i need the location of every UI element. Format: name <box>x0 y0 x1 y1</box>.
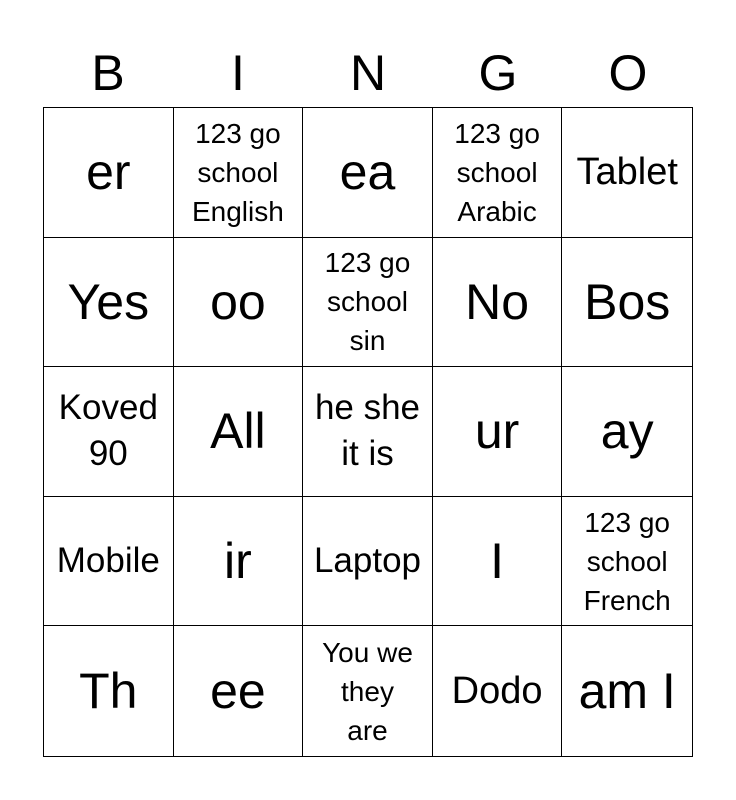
bingo-cell-r4c5[interactable] <box>562 497 692 627</box>
cell-text: 123 go school French <box>583 506 671 616</box>
cell-text: Laptop <box>313 541 422 581</box>
cell-text: ee <box>210 663 266 720</box>
cell-text: ay <box>600 403 654 460</box>
bingo-cell-r1c2[interactable] <box>174 108 304 238</box>
cell-text: er <box>86 144 131 201</box>
header-letter-b: B <box>91 45 125 101</box>
bingo-cell-r3c4[interactable] <box>433 367 563 497</box>
cell-text: No <box>465 273 530 330</box>
header-letter-g: G <box>478 45 518 101</box>
bingo-cell-r1c5[interactable] <box>562 108 692 238</box>
bingo-cell-r2c4[interactable] <box>433 238 563 368</box>
cell-text: Bos <box>584 273 671 330</box>
bingo-cell-r5c2[interactable] <box>174 626 304 756</box>
cell-text: Koved 90 <box>58 388 158 474</box>
bingo-cell-r4c4[interactable] <box>433 497 563 627</box>
cell-text: I <box>490 533 505 590</box>
cell-text: oo <box>210 273 266 330</box>
cell-text: Yes <box>67 273 150 330</box>
bingo-cell-r5c5[interactable] <box>562 626 692 756</box>
bingo-header <box>43 40 693 106</box>
bingo-cell-r3c5[interactable] <box>562 367 692 497</box>
cell-text: ea <box>339 144 396 201</box>
bingo-cell-r5c4[interactable] <box>433 626 563 756</box>
bingo-cell-r1c4[interactable] <box>433 108 563 238</box>
cell-text: 123 go school sin <box>324 247 411 357</box>
cell-text: You we they are <box>322 636 413 746</box>
bingo-board <box>43 107 693 757</box>
cell-text: am I <box>578 663 676 720</box>
cell-text: 123 go school English <box>191 117 284 227</box>
bingo-cell-r3c2[interactable] <box>174 367 304 497</box>
header-letter-o: O <box>608 45 648 101</box>
cell-text: All <box>210 403 266 460</box>
bingo-cell-r2c5[interactable] <box>562 238 692 368</box>
cell-text: ur <box>474 403 520 460</box>
header-letter-i: I <box>231 45 245 101</box>
bingo-cell-r2c2[interactable] <box>174 238 304 368</box>
bingo-cell-r4c3[interactable] <box>303 497 433 627</box>
bingo-cell-r3c1[interactable] <box>44 367 174 497</box>
bingo-cell-r5c1[interactable] <box>44 626 174 756</box>
cell-text: ir <box>224 533 252 590</box>
cell-text: he she it is <box>314 388 421 474</box>
bingo-cell-r3c3[interactable] <box>303 367 433 497</box>
bingo-cell-r4c1[interactable] <box>44 497 174 627</box>
bingo-cell-r2c1[interactable] <box>44 238 174 368</box>
cell-text: Dodo <box>451 670 543 713</box>
bingo-cell-r1c1[interactable] <box>44 108 174 238</box>
bingo-cell-r4c2[interactable] <box>174 497 304 627</box>
bingo-cell-r1c3[interactable] <box>303 108 433 238</box>
bingo-cell-r5c3[interactable] <box>303 626 433 756</box>
cell-text: Th <box>79 663 138 720</box>
cell-text: Tablet <box>576 151 678 194</box>
header-letter-n: N <box>349 45 387 101</box>
cell-text: 123 go school Arabic <box>454 117 540 227</box>
cell-text: Mobile <box>56 541 160 581</box>
bingo-cell-r2c3[interactable] <box>303 238 433 368</box>
